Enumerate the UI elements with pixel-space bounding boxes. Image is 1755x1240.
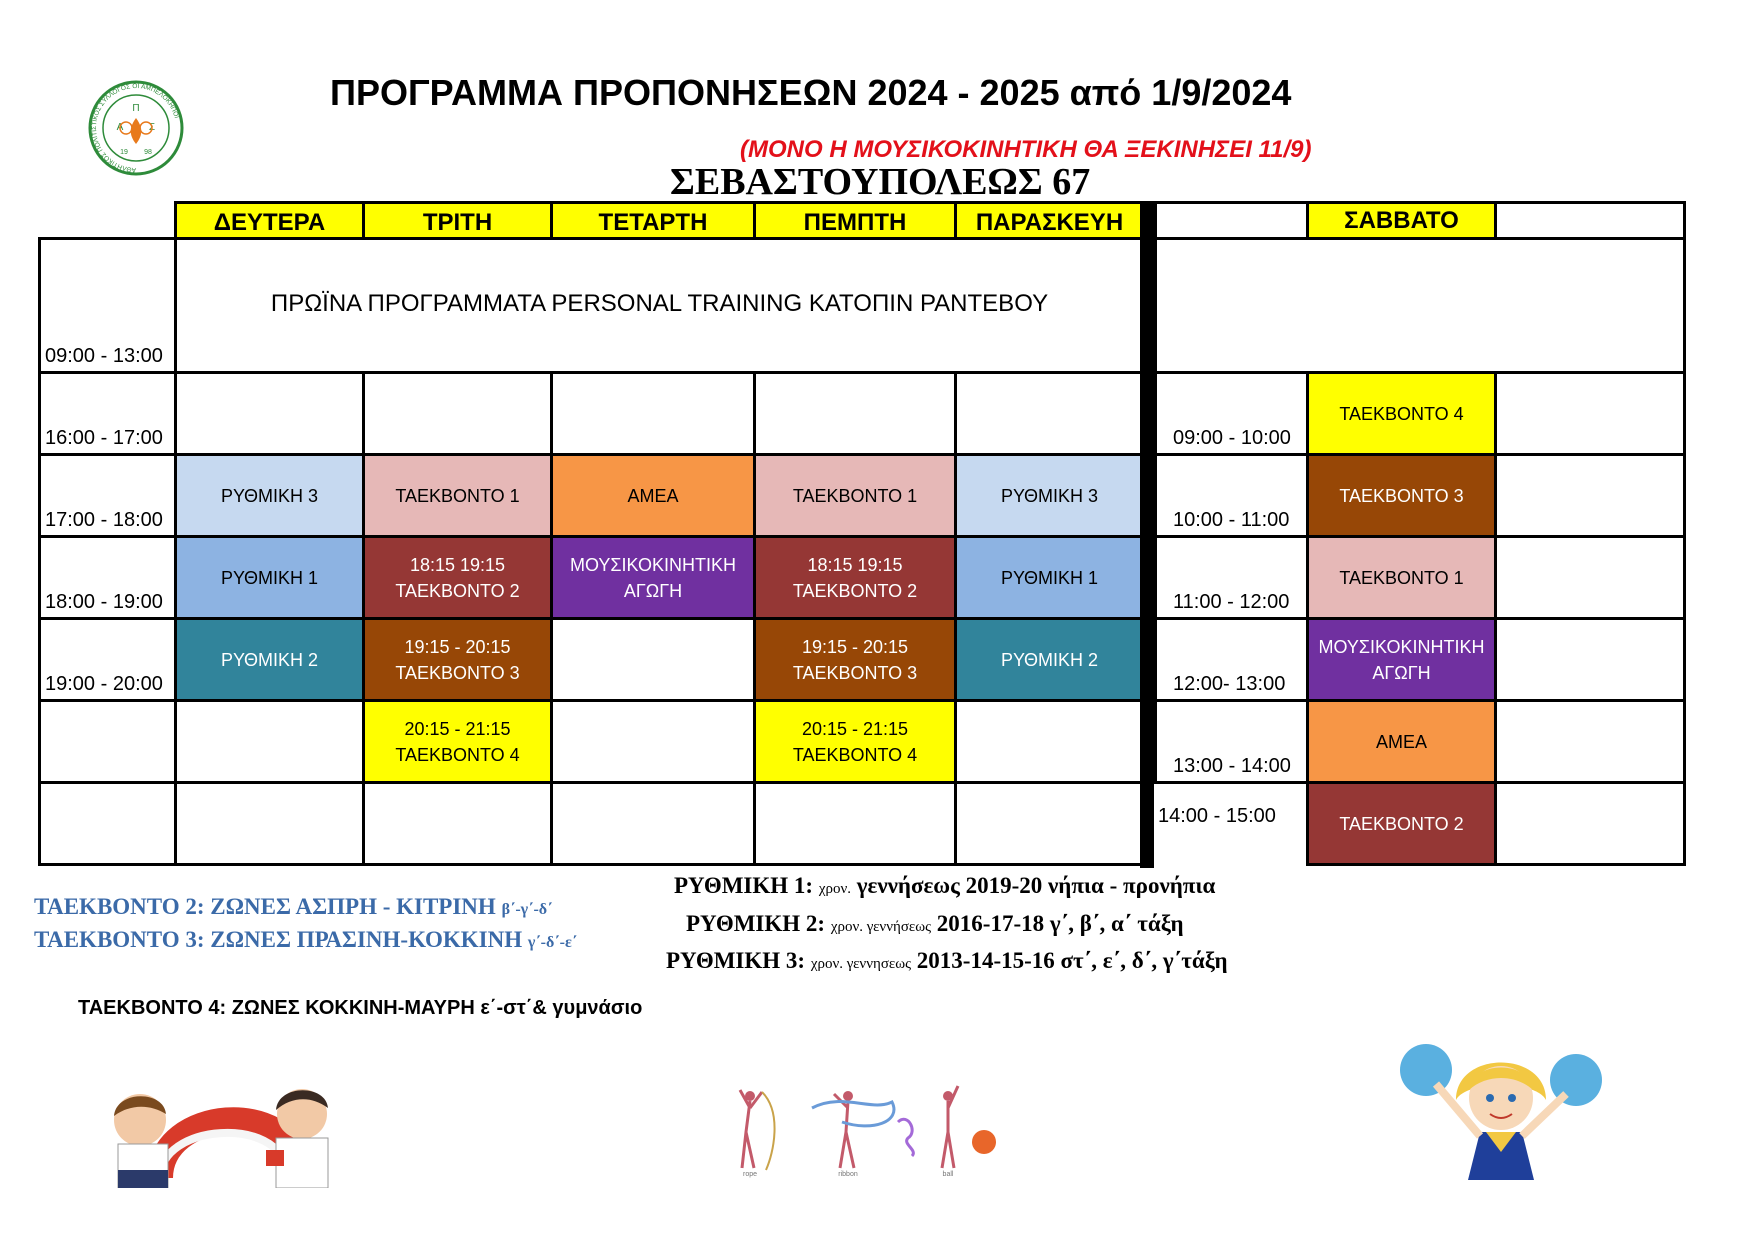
lesson-text: ΤΑΕΚΒΟΝΤΟ 3 [1339,485,1464,506]
lesson-tkd-1 [364,455,552,537]
lesson-text: ΡΥΘΜΙΚΗ 2 [220,649,318,670]
lesson-time: 18:15 19:15 [409,554,506,575]
lesson-time: 19:15 - 20:15 [404,636,511,657]
rythmiki2-note [686,911,1184,937]
day-wednesday: ΤΕΤΑΡΤΗ [552,203,755,239]
column-divider [1140,201,1154,868]
rythmiki1-note [674,873,1215,899]
time-label: 18:00 - 19:00 [40,537,176,619]
logo-ring-text: ΑΘΛΗΤΙΚΟΣ ΠΟΛΙΤΙΣΤΙΚΟΣ ΣΥΛΛΟΓΟΣ ΟΙ ΑΜΠΕΛΟΚΗΠΟΙ [91,82,180,174]
lesson-text-2: ΑΓΩΓΗ [1372,662,1431,683]
sat-time-label: 14:00 - 15:00 [1158,805,1276,827]
day-saturday: ΣΑΒΒΑΤΟ [1308,203,1496,239]
lesson-text: ΤΑΕΚΒΟΝΤΟ 4 [395,744,520,765]
empty-cell [552,783,755,865]
rythmiki2-small: χρον. γεννήσεως [830,919,932,935]
sat-lesson-tkd4 [1308,373,1496,455]
tkd2-note-grades: β΄-γ΄-δ΄ [501,901,553,918]
gymnast-label-rope: rope [742,1171,758,1178]
sat-time-label: 13:00 - 14:00 [1156,701,1308,783]
lesson-text: ΜΟΥΣΙΚΟΚΙΝΗΤΙΚΗ [1318,636,1485,657]
day-friday: ΠΑΡΑΣΚΕΥΗ [956,203,1144,239]
rythmiki3-small: χρον. γεννησεως [810,956,912,972]
lesson-tkd-2 [755,537,956,619]
gymnast-label-ribbon: ribbon [838,1171,858,1178]
empty-cell [1496,537,1685,619]
rythmiki1-label: ΡΥΘΜΙΚΗ 1: [674,873,814,898]
lesson-text: ΑΜΕΑ [1375,731,1427,752]
sat-time-label: 11:00 - 12:00 [1156,537,1308,619]
logo-flame-icon [131,118,142,144]
lesson-rythmiki-3 [176,455,364,537]
time-label: 09:00 - 13:00 [40,239,176,373]
rythmiki1-text: γεννήσεως 2019-20 νήπια - προνήπια [856,873,1216,898]
lesson-time: 20:15 - 21:15 [404,718,511,739]
rythmiki1-small: χρον. [818,881,852,897]
day-monday: ΔΕΥΤΕΡΑ [176,203,364,239]
tkd4-note: ΤΑΕΚΒΟΝΤΟ 4: ΖΩΝΕΣ ΚΟΚΚΙΝΗ-ΜΑΥΡΗ ε΄-στ΄& γυμνάσιο [78,997,643,1019]
tkd3-note-main: ΤΑΕΚΒΟΝΤΟ 3: ΖΩΝΕΣ ΠΡΑΣΙΝΗ-ΚΟΚΚΙΝΗ [34,927,523,952]
sat-header-extra [1496,203,1685,239]
empty-cell [40,783,176,865]
lesson-rythmiki-2 [956,619,1144,701]
lesson-text: ΡΥΘΜΙΚΗ 1 [1000,567,1098,588]
lesson-text: ΤΑΕΚΒΟΝΤΟ 1 [792,485,918,506]
sat-time-label: 10:00 - 11:00 [1156,455,1308,537]
lesson-text: ΡΥΘΜΙΚΗ 1 [220,567,318,588]
lesson-tkd-3 [364,619,552,701]
lesson-text: ΑΜΕΑ [627,485,679,506]
lesson-text: ΡΥΘΜΙΚΗ 3 [1000,485,1098,506]
page-title: ΠΡΟΓΡΑΜΜΑ ΠΡΟΠΟΝΗΣΕΩΝ 2024 - 2025 από 1/9/2024 [330,72,1292,113]
cheerleader-image [1396,1040,1606,1180]
tkd3-note [34,927,577,953]
gymnast-label-ball: ball [942,1171,954,1178]
row-18 [40,537,1685,619]
empty-cell [956,783,1144,865]
lesson-rythmiki-3 [956,455,1144,537]
row-20 [40,701,1685,783]
lesson-tkd-4 [755,701,956,783]
start-note: (ΜΟΝΟ Η ΜΟΥΣΙΚΟΚΙΝΗΤΙΚΗ ΘΑ ΞΕΚΙΝΗΣΕΙ 11/9) [740,136,1312,163]
empty-cell [755,783,956,865]
lesson-rythmiki-2 [176,619,364,701]
sat-lesson-amea [1308,701,1496,783]
empty-cell [1496,373,1685,455]
logo-year-left: 19 [120,149,128,156]
row-16 [40,373,1685,455]
empty-cell [176,373,364,455]
row-morning [40,239,1685,373]
lesson-text: ΜΟΥΣΙΚΟΚΙΝΗΤΙΚΗ [569,554,736,575]
lesson-text: ΤΑΕΚΒΟΝΤΟ 2 [395,580,520,601]
lesson-rythmiki-1 [176,537,364,619]
sat-morning-cell [1156,239,1685,373]
sat-lesson-mousikokinitiki [1308,619,1496,701]
sat-time-label: 09:00 - 10:00 [1156,373,1308,455]
sat-header-time [1156,203,1308,239]
logo-year-right: 98 [144,149,152,156]
empty-cell [364,783,552,865]
lesson-text: ΤΑΕΚΒΟΝΤΟ 3 [395,662,520,683]
day-tuesday: ΤΡΙΤΗ [364,203,552,239]
taekwondo-kids-image [90,1078,350,1188]
rythmiki3-text: 2013-14-15-16 στ΄, ε΄, δ΄, γ΄τάξη [916,948,1228,973]
header-row [40,203,1685,239]
lesson-text: ΡΥΘΜΙΚΗ 3 [220,485,318,506]
lesson-mousikokinitiki [552,537,755,619]
lesson-text: ΤΑΕΚΒΟΝΤΟ 1 [395,485,520,506]
empty-cell [956,373,1144,455]
sat-lesson-tkd3 [1308,455,1496,537]
lesson-text: ΤΑΕΚΒΟΝΤΟ 2 [1339,813,1464,834]
time-label: 19:00 - 20:00 [40,619,176,701]
time-label: 17:00 - 18:00 [40,455,176,537]
time-label: 16:00 - 17:00 [40,373,176,455]
lesson-text-2: ΑΓΩΓΗ [623,580,683,601]
logo-letter-s: Σ [148,122,156,133]
empty-cell [176,783,364,865]
empty-cell [1496,701,1685,783]
sat-lesson-tkd2 [1308,783,1496,865]
empty-cell [1496,455,1685,537]
tkd2-note-main: ΤΑΕΚΒΟΝΤΟ 2: ΖΩΝΕΣ ΑΣΠΡΗ - ΚΙΤΡΙΝΗ [34,894,496,919]
lesson-text: ΤΑΕΚΒΟΝΤΟ 3 [792,662,918,683]
rythmiki3-note [666,948,1228,974]
lesson-rythmiki-1 [956,537,1144,619]
lesson-tkd-3 [755,619,956,701]
schedule-table [38,201,1686,866]
sat-time-label: 12:00- 13:00 [1156,619,1308,701]
logo-letter-a: Α [116,122,124,133]
rythmiki2-text: 2016-17-18 γ΄, β΄, α΄ τάξη [936,911,1184,936]
location-title: ΣΕΒΑΣΤΟΥΠΟΛΕΩΣ 67 [670,161,1091,203]
tkd2-note [34,894,552,920]
lesson-amea [552,455,755,537]
empty-cell [364,373,552,455]
morning-banner [176,239,1144,373]
empty-cell [552,701,755,783]
lesson-tkd-2 [364,537,552,619]
lesson-text: ΡΥΘΜΙΚΗ 2 [1000,649,1098,670]
club-logo [82,78,190,178]
empty-cell [956,701,1144,783]
lesson-time: 20:15 - 21:15 [801,718,909,739]
empty-cell [1496,783,1685,865]
tkd3-note-grades: γ΄-δ΄-ε΄ [527,934,578,951]
row-21 [40,783,1685,865]
empty-cell [552,373,755,455]
logo-letter-p: Π [132,103,140,114]
empty-cell [755,373,956,455]
lesson-text: ΤΑΕΚΒΟΝΤΟ 2 [792,580,918,601]
lesson-time: 18:15 19:15 [807,554,903,575]
rythmiki2-label: ΡΥΘΜΙΚΗ 2: [686,911,826,936]
empty-cell [176,701,364,783]
lesson-tkd-4 [364,701,552,783]
day-thursday: ΠΕΜΠΤΗ [755,203,956,239]
lesson-time: 19:15 - 20:15 [801,636,909,657]
rythmiki3-label: ΡΥΘΜΙΚΗ 3: [666,948,806,973]
empty-cell [1496,619,1685,701]
rhythmic-gymnastics-image [722,1082,1002,1178]
sat-lesson-tkd1 [1308,537,1496,619]
lesson-text: ΤΑΕΚΒΟΝΤΟ 4 [792,744,918,765]
lesson-tkd-1 [755,455,956,537]
row-19 [40,619,1685,701]
morning-banner-text: ΠΡΩΪΝΑ ΠΡΟΓΡΑΜΜΑΤΑ PERSONAL TRAINING ΚΑΤΟΠΙΝ ΡΑΝΤΕΒΟΥ [270,290,1049,317]
row-17 [40,455,1685,537]
empty-cell [40,701,176,783]
header-corner [40,203,176,239]
lesson-text: ΤΑΕΚΒΟΝΤΟ 4 [1339,403,1464,424]
empty-cell [552,619,755,701]
lesson-text: ΤΑΕΚΒΟΝΤΟ 1 [1339,567,1464,588]
